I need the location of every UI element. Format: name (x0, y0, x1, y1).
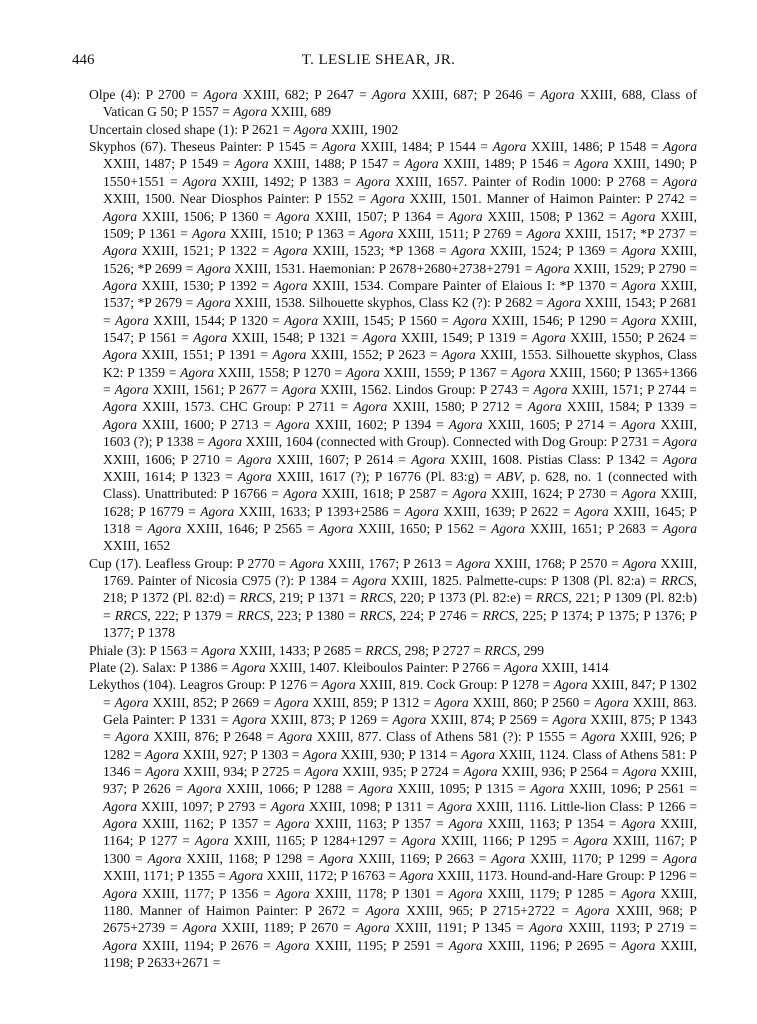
publication-reference: Agora (491, 520, 526, 536)
entry-text: XXIII, 1189; P 2670 = (216, 920, 356, 936)
publication-reference: Agora (621, 416, 656, 432)
publication-reference: RRCS (482, 607, 515, 623)
publication-reference: Agora (103, 277, 137, 293)
entry-text: XXIII, 1198; P 2633+2671 = (103, 937, 698, 970)
publication-reference: Agora (275, 937, 310, 953)
entry-text: XXIII, 1603 (?); P 1338 = (103, 416, 697, 450)
entry-text: XXIII, 1573. CHC Group: P 2711 = (136, 399, 354, 415)
publication-reference: Agora (353, 399, 388, 415)
entry-text: XXIII, 847; P 1302 = (103, 677, 697, 710)
entry-text: XXIII, 1553. Silhouette skyphos, Class K2: P 1359 = (103, 347, 697, 380)
entry-text: XXIII, 1605; P 2714 = (482, 416, 622, 432)
entry-text: XXIII, 1168; P 1298 = (181, 850, 320, 866)
entry-text: XXIII, 1177; P 1356 = (136, 885, 276, 901)
entry-text: XXIII, 1164; P 1277 = (103, 816, 698, 849)
entry-text: XXIII, 1650; P 1562 = (353, 520, 492, 536)
publication-reference: Agora (270, 798, 305, 814)
entry-text: XXIII, 1624; P 2730 = (486, 486, 623, 502)
entry-text: XXIII, 688, Class of Vatican G 50; P 1557 = (103, 87, 697, 120)
entry-text: , 224; P 2746 = (392, 607, 483, 623)
publication-reference: Agora (362, 330, 397, 346)
publication-reference: Agora (273, 277, 308, 293)
publication-reference: Agora (103, 885, 137, 901)
entry-text: , 225; P 1374; P 1375; P 1376; P 1377; P 1378 (103, 607, 698, 641)
entry-text: XXIII, 1194; P 2676 = (136, 937, 276, 953)
publication-reference: Agora (355, 920, 390, 936)
entry-text: XXIII, 1530; P 1392 = (136, 277, 274, 293)
publication-reference: RRCS (359, 607, 393, 623)
entry-text: XXIII, 936; P 2564 = (497, 764, 623, 780)
publication-reference: Agora (303, 746, 338, 762)
entry-text: XXIII, 1163; P 1357 = (309, 816, 449, 832)
publication-reference: Agora (663, 850, 697, 866)
publication-reference: RRCS (535, 590, 569, 606)
entry-text: XXIII, 1604 (connected with Group). Connected with Dog Group: P 2731 = (242, 434, 664, 450)
entry-text: XXIII, 1652 (103, 538, 171, 554)
publication-reference: Agora (319, 850, 354, 866)
entry-text: XXIII, 1433; P 2685 = (235, 642, 366, 658)
entry-text: XXIII, 1179; P 1285 = (482, 885, 622, 901)
publication-reference: Agora (193, 330, 228, 346)
entry-text: XXIII, 1195; P 2591 = (309, 937, 449, 953)
publication-reference: Agora (401, 833, 436, 849)
running-title: T. LESLIE SHEAR, JR. (301, 52, 456, 68)
entry-text: Olpe (4): P 2700 = (89, 87, 204, 102)
entry-text: XXIII, 1633; P 1393+2586 = (234, 503, 405, 519)
entry-text: XXIII, 1500. Near Diosphos Painter: P 1552 = (103, 191, 371, 207)
entry-text: XXIII, 1538. Silhouette skyphos, Class K2 (?): P 2682 = (230, 295, 548, 311)
entry-text: XXIII, 1511; P 2769 = (393, 225, 527, 241)
entry-text: Uncertain closed shape (1): P 2621 = (89, 121, 294, 137)
entry-text: XXIII, 1534. Compare Painter of Elaious I: *P 1370 = (307, 277, 622, 293)
publication-reference: Agora (103, 416, 137, 432)
entry-text: XXIII, 689 (267, 104, 332, 120)
publication-reference: Agora (527, 399, 562, 415)
publication-reference: Agora (491, 850, 526, 866)
publication-reference: ABV (496, 468, 522, 484)
entry-text: XXIII, 1628; P 16779 = (103, 486, 697, 519)
entry-text: , 299 (516, 642, 545, 658)
publication-reference: Agora (275, 208, 310, 224)
entry-text: XXIII, 1547; P 1561 = (103, 312, 697, 346)
entry-text: XXIII, 1651; P 2683 = (525, 520, 663, 536)
entry-text: Cup (17). Leafless Group: P 2770 = (89, 555, 291, 571)
publication-reference: Agora (621, 937, 656, 953)
entry-text: XXIII, 863. Gela Painter: P 1331 = (103, 694, 697, 727)
entry-text: XXIII, 1580; P 2712 = (387, 399, 528, 415)
entry-text: XXIII, 1524; P 1369 = (485, 243, 622, 259)
publication-reference: Agora (290, 555, 324, 571)
publication-reference: Agora (575, 902, 610, 918)
publication-reference: Agora (492, 139, 527, 155)
publication-reference: Agora (196, 260, 231, 276)
publication-reference: Agora (441, 347, 476, 363)
entry-text: XXIII, 926; P 1282 = (103, 729, 697, 762)
publication-reference: Agora (530, 781, 565, 797)
publication-reference: Agora (540, 87, 575, 102)
catalogue-entry (89, 138, 697, 555)
publication-reference: Agora (275, 416, 310, 432)
entry-text: XXIII, 874; P 2569 = (426, 711, 553, 727)
publication-reference: Agora (145, 764, 180, 780)
entry-text: XXIII, 1171; P 1355 = (103, 868, 230, 884)
publication-reference: RRCS (114, 607, 148, 623)
entry-text: XXIII, 873; P 1269 = (266, 711, 393, 727)
entry-text: Plate (2). Salax: P 1386 = (89, 659, 232, 675)
entry-text: XXIII, 1191; P 1345 = (389, 920, 529, 936)
publication-reference: Agora (321, 677, 356, 693)
publication-reference: Agora (233, 104, 268, 120)
entry-text: XXIII, 1166; P 1295 = (435, 833, 574, 849)
publication-reference: Agora (283, 486, 318, 502)
entry-text: XXIII, 1657. Painter of Rodin 1000: P 2768 = (390, 173, 664, 189)
publication-reference: Agora (147, 850, 182, 866)
entry-text: XXIII, 1169; P 2663 = (353, 850, 492, 866)
entry-text: XXIII, 1509; P 1361 = (103, 208, 697, 241)
publication-reference: Agora (304, 764, 339, 780)
entry-text: XXIII, 1414 (537, 659, 609, 675)
entry-text: XXIII, 1767; P 2613 = (324, 555, 457, 571)
publication-reference: Agora (528, 920, 563, 936)
publication-reference: Agora (103, 399, 137, 415)
entry-text: XXIII, 1180. Manner of Haimon Painter: P 2672 = (103, 885, 698, 918)
entry-text: XXIII, 1167; P 1300 = (103, 833, 698, 866)
publication-reference: Agora (622, 486, 657, 502)
entry-text: XXIII, 1559; P 1367 = (379, 364, 512, 380)
page-number: 446 (72, 52, 95, 68)
entry-text: XXIII, 1768; P 2570 = (490, 555, 623, 571)
publication-reference: Agora (196, 295, 231, 311)
entry-text: XXIII, 1517; *P 2737 = (560, 225, 698, 241)
entry-text: XXIII, 1571; P 2744 = (567, 382, 697, 398)
entry-text: XXIII, 1165; P 1284+1297 = (228, 833, 402, 849)
entry-text: , 298; P 2727 = (397, 642, 485, 658)
entry-text: XXIII, 1488; P 1547 = (268, 156, 405, 172)
entry-text: XXIII, 1606; P 2710 = (103, 451, 238, 467)
entry-text: XXIII, 1096; P 2561 = (564, 781, 697, 797)
entry-text: , 220; P 1373 (Pl. 82:e) = (392, 590, 536, 606)
entry-text: XXIII, 1178; P 1301 = (309, 885, 449, 901)
entry-text: XXIII, 1098; P 1311 = (304, 798, 439, 814)
entry-text: , p. 628, no. 1 (connected with Class). Unattributed: P 16766 = (103, 468, 697, 502)
entry-text: XXIII, 1548; P 1321 = (227, 330, 363, 346)
publication-reference: Agora (345, 364, 380, 380)
catalogue-entry (89, 642, 697, 659)
catalogue-entry (89, 659, 697, 676)
publication-reference: Agora (547, 295, 581, 311)
publication-reference: Agora (284, 312, 318, 328)
publication-reference: Agora (272, 347, 307, 363)
publication-reference: Agora (392, 711, 427, 727)
catalogue-entry (89, 676, 697, 971)
publication-reference: Agora (278, 729, 313, 745)
publication-reference: Agora (352, 573, 387, 589)
entry-text: XXIII, 1639; P 2622 = (438, 503, 575, 519)
entry-text: XXIII, 1196; P 2695 = (482, 937, 622, 953)
catalogue-body (89, 86, 697, 971)
entry-text: XXIII, 875; P 1343 = (103, 711, 697, 745)
entry-text: XXIII, 1529; P 2790 = (569, 260, 697, 276)
entry-text: XXIII, 1902 (327, 121, 399, 137)
entry-text: XXIII, 1558; P 1270 = (214, 364, 346, 380)
publication-reference: Agora (103, 243, 137, 259)
publication-reference: Agora (115, 729, 150, 745)
entry-text: XXIII, 1507; P 1364 = (309, 208, 449, 224)
entry-text: , 219; P 1371 = (272, 590, 361, 606)
entry-text: , 221; P 1309 (Pl. 82:b) = (103, 590, 697, 623)
entry-text: XXIII, 1531. Haemonian: P 2678+2680+2738+2791 = (230, 260, 536, 276)
entry-text: XXIII, 937; P 2626 = (103, 764, 697, 797)
publication-reference: Agora (663, 173, 697, 189)
publication-reference: Agora (103, 798, 137, 814)
entry-text: XXIII, 1172; P 16763 = (263, 868, 400, 884)
entry-text: XXIII, 1607; P 2614 = (271, 451, 412, 467)
entry-text: , 218; P 1372 (Pl. 82:d) = (103, 573, 697, 606)
publication-reference: Agora (356, 173, 391, 189)
publication-reference: Agora (663, 139, 697, 155)
publication-reference: Agora (453, 312, 488, 328)
publication-reference: Agora (319, 520, 354, 536)
publication-reference: Agora (438, 798, 473, 814)
publication-reference: Agora (574, 503, 609, 519)
publication-reference: Agora (114, 312, 149, 328)
publication-reference: Agora (456, 555, 491, 571)
publication-reference: Agora (182, 920, 217, 936)
publication-reference: Agora (663, 451, 697, 467)
entry-text: XXIII, 1584; P 1339 = (561, 399, 697, 415)
entry-text: XXIII, 1549; P 1319 = (396, 330, 532, 346)
publication-reference: Agora (208, 434, 243, 450)
publication-reference: Agora (463, 764, 498, 780)
entry-text: XXIII, 1600; P 2713 = (136, 416, 276, 432)
entry-text: XXIII, 852; P 2669 = (148, 694, 275, 710)
entry-text: XXIII, 935; P 2724 = (338, 764, 464, 780)
entry-text: XXIII, 1543; P 2681 = (103, 295, 698, 328)
entry-text: , 222; P 1379 = (147, 607, 238, 623)
entry-text: XXIII, 1508; P 1362 = (482, 208, 622, 224)
entry-text: XXIII, 819. Cock Group: P 1278 = (355, 677, 554, 693)
entry-text: XXIII, 1552; P 2623 = (306, 347, 442, 363)
entry-text: XXIII, 1484; P 1544 = (355, 139, 493, 155)
publication-reference: Agora (526, 225, 561, 241)
publication-reference: Agora (103, 937, 137, 953)
publication-reference: Agora (114, 694, 149, 710)
entry-text: , 223; P 1380 = (269, 607, 360, 623)
publication-reference: Agora (231, 659, 266, 675)
publication-reference: Agora (452, 486, 487, 502)
entry-text: XXIII, 859; P 1312 = (308, 694, 435, 710)
entry-text: XXIII, 1173. Hound-and-Hare Group: P 1296 = (433, 868, 697, 884)
entry-text: XXIII, 930; P 1314 = (337, 746, 462, 762)
publication-reference: Agora (144, 746, 179, 762)
publication-reference: Agora (663, 434, 697, 450)
publication-reference: Agora (234, 156, 269, 172)
publication-reference: Agora (434, 694, 469, 710)
entry-text: XXIII, 1561; P 2677 = (148, 382, 283, 398)
entry-text: XXIII, 1193; P 2719 = (562, 920, 698, 936)
publication-reference: Agora (594, 694, 629, 710)
publication-reference: Agora (411, 451, 446, 467)
entry-text: XXIII, 1170; P 1299 = (525, 850, 664, 866)
entry-text: XXIII, 1489; P 1546 = (438, 156, 575, 172)
entry-text: XXIII, 1116. Little-lion Class: P 1266 = (472, 798, 697, 814)
publication-reference: Agora (103, 208, 137, 224)
publication-reference: RRCS (237, 607, 270, 623)
publication-reference: Agora (448, 208, 483, 224)
publication-reference: Agora (535, 260, 570, 276)
entry-text: XXIII, 1614; P 1323 = (103, 468, 238, 484)
entry-text: XXIII, 1545; P 1560 = (317, 312, 454, 328)
entry-text: XXIII, 1537; *P 2679 = (103, 277, 697, 311)
entry-text: XXIII, 1550; P 2624 = (565, 330, 697, 346)
publication-reference: Agora (321, 139, 356, 155)
publication-reference: RRCS (360, 590, 393, 606)
entry-text: XXIII, 1487; P 1549 = (103, 156, 235, 172)
publication-reference: Agora (194, 833, 229, 849)
entry-text: Phiale (3): P 1563 = (89, 642, 202, 658)
entry-text: XXIII, 1162; P 1357 = (136, 816, 276, 832)
publication-reference: Agora (448, 816, 483, 832)
publication-reference: Agora (229, 868, 264, 884)
publication-reference: Agora (461, 746, 496, 762)
publication-reference: Agora (448, 937, 483, 953)
entry-text: XXIII, 1562. Lindos Group: P 2743 = (316, 382, 534, 398)
publication-reference: Agora (404, 503, 439, 519)
publication-reference: Agora (273, 243, 308, 259)
publication-reference: Agora (201, 642, 236, 658)
publication-reference: Agora (399, 868, 434, 884)
publication-reference: Agora (293, 121, 328, 137)
entry-text: XXIII, 877. Class of Athens 581 (?): P 1555 = (312, 729, 582, 745)
entry-text: XXIII, 1645; P 1318 = (103, 503, 697, 536)
entry-text: Lekythos (104). Leagros Group: P 1276 = (89, 677, 322, 693)
publication-reference: Agora (359, 225, 394, 241)
publication-reference: Agora (358, 781, 393, 797)
entry-text: XXIII, 1506; P 1360 = (136, 208, 276, 224)
entry-text: XXIII, 1521; P 1322 = (136, 243, 274, 259)
publication-reference: Agora (533, 382, 568, 398)
entry-text: XXIII, 1124. Class of Athens 581: P 1346 = (103, 746, 697, 780)
entry-text: XXIII, 1523; *P 1368 = (307, 243, 452, 259)
publication-reference: RRCS (661, 573, 694, 589)
publication-reference: Agora (621, 885, 656, 901)
publication-reference: Agora (573, 833, 608, 849)
entry-text: XXIII, 1646; P 2565 = (181, 520, 320, 536)
publication-reference: Agora (200, 503, 235, 519)
publication-reference: Agora (622, 764, 657, 780)
publication-reference: Agora (581, 729, 616, 745)
entry-text: XXIII, 1490; P 1550+1551 = (103, 156, 697, 189)
publication-reference: Agora (282, 382, 317, 398)
entry-text: XXIII, 1618; P 2587 = (317, 486, 453, 502)
entry-text: XXIII, 1546; P 1290 = (487, 312, 623, 328)
publication-reference: Agora (503, 659, 538, 675)
entry-text: XXIII, 1066; P 1288 = (221, 781, 359, 797)
publication-reference: Agora (182, 173, 217, 189)
publication-reference: Agora (237, 451, 272, 467)
publication-reference: Agora (103, 347, 137, 363)
publication-reference: Agora (232, 711, 267, 727)
publication-reference: Agora (621, 208, 656, 224)
entry-text: XXIII, 1526; *P 2699 = (103, 243, 697, 276)
entry-text: XXIII, 1602; P 1394 = (309, 416, 449, 432)
publication-reference: Agora (451, 243, 486, 259)
entry-text: XXIII, 1486; P 1548 = (526, 139, 663, 155)
publication-reference: Agora (103, 816, 137, 832)
catalogue-entry (89, 121, 697, 138)
entry-text: XXIII, 1544; P 1320 = (148, 312, 284, 328)
entry-text: XXIII, 965; P 2715+2722 = (399, 902, 576, 918)
publication-reference: RRCS (239, 590, 273, 606)
publication-reference: Agora (237, 468, 272, 484)
publication-reference: Agora (275, 885, 310, 901)
entry-text: XXIII, 1095; P 1315 = (392, 781, 531, 797)
entry-text: XXIII, 968; P 2675+2739 = (103, 902, 697, 936)
catalogue-entry (89, 555, 697, 642)
publication-reference: Agora (191, 225, 226, 241)
entry-text: XXIII, 1560; P 1365+1366 = (103, 364, 697, 398)
publication-reference: Agora (622, 555, 657, 571)
entry-text: XXIII, 1492; P 1383 = (216, 173, 357, 189)
publication-reference: Agora (275, 816, 310, 832)
entry-text: XXIII, 1510; P 1363 = (225, 225, 360, 241)
publication-reference: Agora (552, 711, 587, 727)
publication-reference: Agora (147, 520, 182, 536)
publication-reference: Agora (187, 781, 222, 797)
publication-reference: Agora (621, 816, 656, 832)
entry-text: Skyphos (67). Theseus Painter: P 1545 = (89, 139, 322, 155)
entry-text: XXIII, 1501. Manner of Haimon Painter: P 2742 = (404, 191, 697, 207)
publication-reference: Agora (114, 382, 149, 398)
publication-reference: Agora (180, 364, 215, 380)
publication-reference: Agora (621, 243, 656, 259)
publication-reference: RRCS (484, 642, 517, 658)
entry-text: XXIII, 1407. Kleiboulos Painter: P 2766 = (265, 659, 504, 675)
publication-reference: Agora (663, 520, 697, 536)
publication-reference: Agora (365, 902, 400, 918)
publication-reference: Agora (531, 330, 566, 346)
catalogue-entry (89, 86, 697, 121)
entry-text: XXIII, 927; P 1303 = (178, 746, 304, 762)
entry-text: XXIII, 1551; P 1391 = (136, 347, 273, 363)
publication-reference: Agora (622, 312, 657, 328)
publication-reference: Agora (203, 87, 238, 102)
entry-text: XXIII, 1608. Pistias Class: P 1342 = (445, 451, 664, 467)
publication-reference: Agora (511, 364, 546, 380)
publication-reference: Agora (621, 277, 656, 293)
publication-reference: Agora (448, 416, 483, 432)
entry-text: XXIII, 876; P 2648 = (149, 729, 279, 745)
publication-reference: Agora (372, 87, 407, 102)
entry-text: XXIII, 682; P 2647 = (237, 87, 373, 102)
entry-text: XXIII, 1769. Painter of Nicosia C975 (?): P 1384 = (103, 555, 697, 589)
publication-reference: Agora (404, 156, 439, 172)
entry-text: XXIII, 1825. Palmette-cups: P 1308 (Pl. 82:a) = (386, 573, 662, 589)
entry-text: XXIII, 860; P 2560 = (468, 694, 595, 710)
publication-reference: Agora (274, 694, 309, 710)
publication-reference: RRCS (365, 642, 398, 658)
publication-reference: Agora (448, 885, 483, 901)
entry-text: XXIII, 687; P 2646 = (406, 87, 541, 102)
entry-text: XXIII, 1097; P 2793 = (136, 798, 271, 814)
publication-reference: Agora (574, 156, 609, 172)
entry-text: XXIII, 934; P 2725 = (179, 764, 305, 780)
entry-text: XXIII, 1617 (?); P 16776 (Pl. 83:g) = (271, 468, 497, 484)
publication-reference: Agora (370, 191, 405, 207)
entry-text: XXIII, 1163; P 1354 = (482, 816, 622, 832)
publication-reference: Agora (553, 677, 588, 693)
